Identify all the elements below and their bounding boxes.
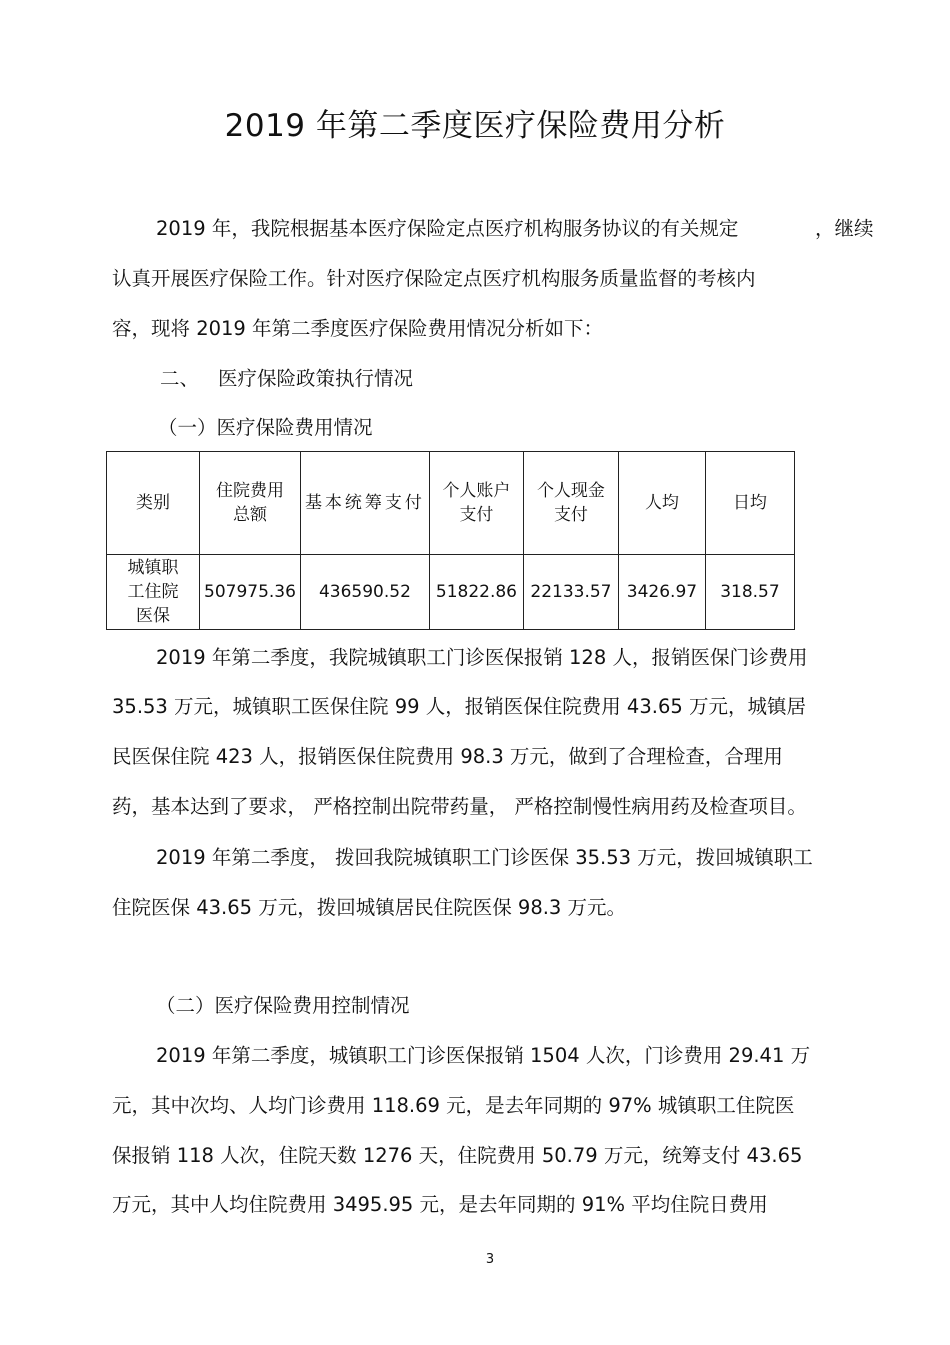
header-cash: 个人现金 支付	[523, 452, 618, 555]
table-header-row	[107, 452, 795, 555]
para1-line-2: 35.53 万元，城镇职工医保住院 99 人，报销医保住院费用 43.65 万元，城镇居	[112, 695, 806, 718]
para1-line-4: 药，基本达到了要求， 严格控制出院带药量， 严格控制慢性病用药及检查项目。	[112, 795, 807, 818]
intro-line-1-tail: ，继续	[815, 217, 874, 240]
header-category: 类别	[107, 452, 200, 555]
para2-line-2: 住院医保 43.65 万元，拨回城镇居民住院医保 98.3 万元。	[112, 896, 627, 919]
para3-line-3: 保报销 118 人次，住院天数 1276 天，住院费用 50.79 万元，统筹支付 43.65	[112, 1144, 803, 1167]
subsection-heading-2: （二）医疗保险费用控制情况	[156, 994, 410, 1017]
cell-total: 507975.36	[200, 555, 301, 630]
cell-per-person: 3426.97	[618, 555, 705, 630]
cell-cash: 22133.57	[523, 555, 618, 630]
subsection-heading-1: （一）医疗保险费用情况	[158, 416, 373, 439]
table-row	[107, 555, 795, 630]
section-heading: 医疗保险政策执行情况	[218, 367, 414, 390]
document-title: 2019 年第二季度医疗保险费用分析	[224, 108, 726, 144]
para3-line-1: 2019 年第二季度，城镇职工门诊医保报销 1504 人次，门诊费用 29.41 万	[156, 1044, 811, 1067]
para1-line-3: 民医保住院 423 人，报销医保住院费用 98.3 万元，做到了合理检查，合理用	[112, 745, 783, 768]
cell-pooled: 436590.52	[300, 555, 429, 630]
para1-line-1: 2019 年第二季度，我院城镇职工门诊医保报销 128 人，报销医保门诊费用	[156, 646, 808, 669]
intro-line-1: 2019 年，我院根据基本医疗保险定点医疗机构服务协议的有关规定	[156, 217, 739, 240]
cell-account: 51822.86	[429, 555, 523, 630]
intro-line-3: 容，现将 2019 年第二季度医疗保险费用情况分析如下：	[112, 317, 604, 340]
intro-line-2: 认真开展医疗保险工作。针对医疗保险定点医疗机构服务质量监督的考核内	[112, 267, 756, 290]
header-account: 个人账户 支付	[429, 452, 523, 555]
para3-line-4: 万元，其中人均住院费用 3495.95 元，是去年同期的 91% 平均住院日费用	[112, 1193, 768, 1216]
header-pooled: 基本统筹支付	[300, 452, 429, 555]
cell-per-day: 318.57	[705, 555, 794, 630]
page-number: 3	[485, 1252, 495, 1267]
header-per-day: 日均	[705, 452, 794, 555]
cell-category: 城镇职 工住院 医保	[107, 555, 200, 630]
para2-line-1: 2019 年第二季度， 拨回我院城镇职工门诊医保 35.53 万元，拨回城镇职工	[156, 846, 813, 869]
section-number: 二、	[160, 367, 200, 390]
fee-table	[106, 451, 795, 630]
header-total: 住院费用 总额	[200, 452, 301, 555]
para3-line-2: 元，其中次均、人均门诊费用 118.69 元，是去年同期的 97% 城镇职工住院医	[112, 1094, 795, 1117]
header-per-person: 人均	[618, 452, 705, 555]
